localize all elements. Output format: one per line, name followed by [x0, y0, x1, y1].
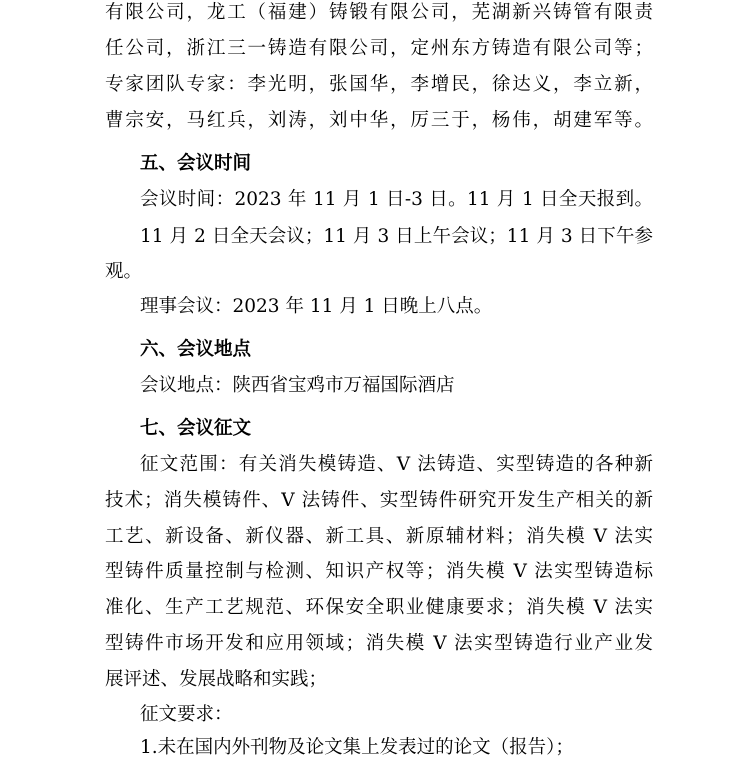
- section-heading-venue: 六、会议地点: [140, 339, 252, 360]
- body-text-line: 征文要求：: [140, 704, 233, 725]
- body-text-line: 理事会议：2023 年 11 月 1 日晚上八点。: [140, 296, 493, 317]
- list-item: 1.未在国内外刊物及论文集上发表过的论文（报告）；: [140, 737, 574, 758]
- body-text-line: 展评述、发展战略和实践；: [105, 669, 328, 690]
- body-text-line: 征文范围：有关消失模铸造、V 法铸造、实型铸造的各种新: [140, 454, 653, 475]
- section-heading-time: 五、会议时间: [140, 153, 252, 174]
- body-text-line: 会议地点：陕西省宝鸡市万福国际酒店: [140, 375, 455, 396]
- body-text-line: 型铸件质量控制与检测、知识产权等；消失模 V 法实型铸造标: [105, 561, 653, 582]
- body-text-line: 任公司，浙江三一铸造有限公司，定州东方铸造有限公司等；: [105, 38, 653, 59]
- body-text-line: 工艺、新设备、新仪器、新工具、新原辅材料；消失模 V 法实: [105, 526, 653, 547]
- body-text-line: 有限公司，龙工（福建）铸锻有限公司，芜湖新兴铸管有限责: [105, 2, 653, 23]
- body-text-line: 专家团队专家：李光明，张国华，李增民，徐达义，李立新，: [105, 74, 653, 95]
- body-text-line: 技术；消失模铸件、V 法铸件、实型铸件研究开发生产相关的新: [105, 490, 653, 511]
- body-text-line: 型铸件市场开发和应用领域；消失模 V 法实型铸造行业产业发: [105, 633, 653, 654]
- body-text-line: 11 月 2 日全天会议；11 月 3 日上午会议；11 月 3 日下午参: [140, 226, 653, 247]
- body-text-line: 会议时间：2023 年 11 月 1 日-3 日。11 月 1 日全天报到。: [140, 189, 653, 210]
- body-text-line: 观。: [105, 261, 143, 282]
- section-heading-papers: 七、会议征文: [140, 418, 252, 439]
- body-text-line: 曹宗安，马红兵，刘涛，刘中华，厉三于，杨伟，胡建军等。: [105, 110, 653, 131]
- body-text-line: 准化、生产工艺规范、环保安全职业健康要求；消失模 V 法实: [105, 597, 653, 618]
